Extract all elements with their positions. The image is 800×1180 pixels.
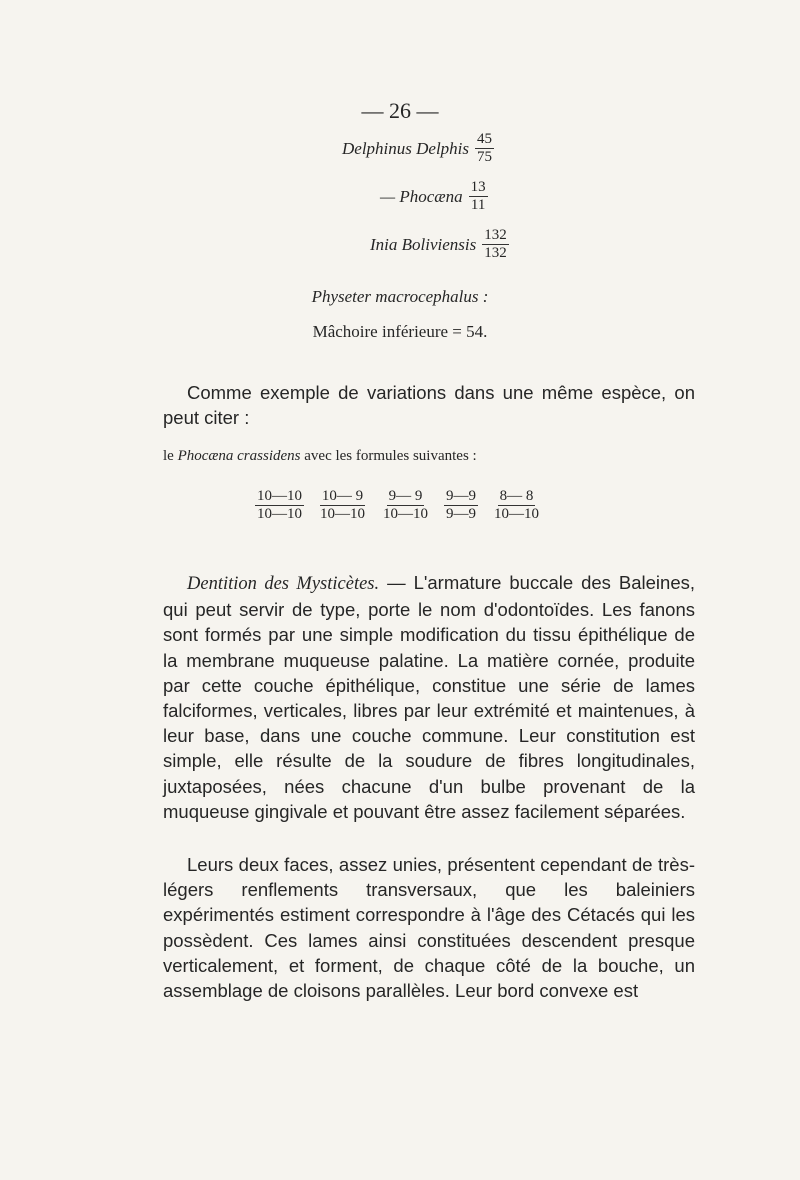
dental-fraction: $\frac{132}{132}$ (484, 227, 507, 261)
formula-label: Delphinus Delphis (342, 138, 470, 158)
formula-label: Inia Boliviensis (370, 234, 477, 254)
dental-fraction: $\frac{45}{75}$ (477, 131, 493, 165)
species-name: Phocæna crassidens (177, 448, 301, 464)
page-number: — 26 — (361, 98, 439, 123)
formula-intro: le Phocæna crassidens avec les formules suivantes : (163, 448, 477, 464)
variation-formula: $\frac{9— 9}{10—10}$ (383, 488, 428, 522)
paragraph-mysticetes: Dentition des Mysticètes. — L'armature buccale des Baleines, qui peut servir de type, porte le nom d'odontoïdes. Les fanons sont formés par une simple modification du tissu épithélique de la membrane muqueuse palatine. La matière cornée, produite par cette couche épithélique, constitue une série de lames falciformes, verticales, libres par leur extrémité et maintenues, à leur base, dans une couche commune. Leur constitution est simple, elle résulte de la soudure de fibres longitudinales, juxtaposées, nées chacune d'un bulbe provenant de la muqueuse gingivale et pouvant être assez facilement séparées. (163, 572, 695, 822)
formula-label: — Phocæna (380, 186, 463, 206)
variation-formula: $\frac{10—10}{10—10}$ (257, 488, 302, 522)
variation-formulas (255, 488, 541, 523)
variation-formula: $\frac{8— 8}{10—10}$ (494, 488, 539, 522)
machoire-line: Mâchoire inférieure = 54. (312, 322, 488, 341)
physeter-heading: Physeter macrocephalus : (311, 287, 489, 306)
variation-formula: $\frac{9—9}{9—9}$ (446, 488, 476, 522)
section-heading: Dentition des Mysticètes. (187, 574, 380, 594)
paragraph-variations: Comme exemple de variations dans une même espèce, on peut citer : (163, 382, 695, 429)
paragraph-faces: Leurs deux faces, assez unies, présentent cependant de très-légers renflements transversaux, que les baleiniers expérimentés estiment correspondre à l'âge des Cétacés qui les possèdent. Ces lames ainsi constituées descendent presque verticalement, et forment, de chaque côté de la bouche, un assemblage de cloisons parallèles. Leur bord convexe est (163, 854, 695, 1002)
formula-delphinus (342, 132, 494, 165)
variation-formula: $\frac{10— 9}{10—10}$ (320, 488, 365, 522)
dental-fraction: $\frac{13}{11}$ (470, 179, 486, 213)
formula-inia (370, 228, 509, 261)
formula-phocaena (380, 180, 488, 213)
